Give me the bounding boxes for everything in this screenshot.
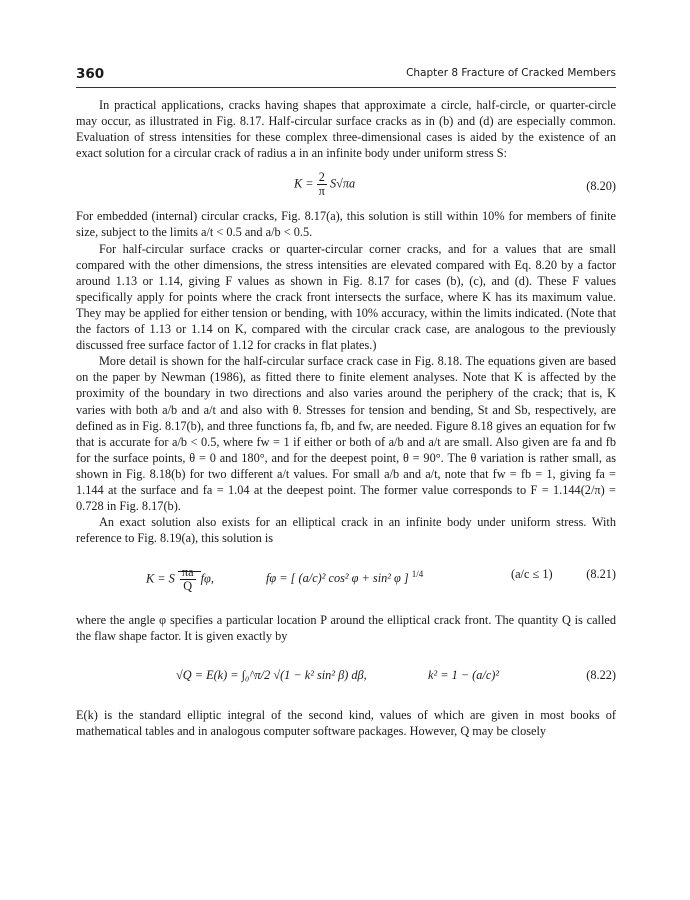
eq-8-22-k: k² = 1 − (a/c)² — [428, 667, 500, 682]
paragraph-2: For embedded (internal) circular cracks, Fig. 8.17(a), this solution is still within 10% for members of finite size, subject to the limits a/t < 0.5 and a/b < 0.5. — [76, 209, 616, 240]
eq-8-20-fraction — [317, 171, 327, 198]
paragraph-3: For half-circular surface cracks or quarter-circular corner cracks, and for a values that are small compared with the other dimensions, the stress intensities are elevated compared with Eq. 8.20 by a factor around 1.13 or 1.14, giving F values as shown in Fig. 8.17 for cases (b), (c), and (d). These F values specifically apply for points where the crack front intersects the surface, where K has its maximum value. They may be applied for either tension or bending, with 10% accuracy, within the limits indicated. (Note that the factors of 1.13 or 1.14 on K, compared with the circular crack case, are analogous to the previously discussed free surface factor of 1.12 for cracks in flat plates.) — [76, 241, 616, 353]
paragraph-5: An exact solution also exists for an elliptical crack in an infinite body under uniform stress. With reference to Fig. 8.19(a), this solution is — [76, 515, 616, 546]
page-number: 360 — [76, 66, 105, 82]
equation-8-21 — [76, 552, 616, 612]
page-header — [76, 66, 616, 84]
eq-8-21-mid: fφ, — [200, 571, 214, 586]
paragraph-6: where the angle φ specifies a particular location P around the elliptical crack front. The quantity Q is called the flaw shape factor. It is given exactly by — [76, 613, 616, 644]
eq-8-21-den: Q — [183, 579, 193, 594]
eq-8-21-exponent: 1/4 — [411, 569, 424, 580]
eq-8-21-condition: (a/c ≤ 1) — [511, 567, 553, 582]
eq-8-21-lhs: K = S — [146, 571, 175, 586]
eq-8-20-number: (8.20) — [586, 179, 616, 194]
eq-8-20-lhs: K = — [294, 176, 314, 191]
eq-8-21-fraction — [180, 566, 196, 593]
body-text — [76, 97, 616, 739]
eq-8-20-den: π — [318, 184, 325, 199]
eq-8-21-sqrt — [178, 565, 201, 594]
eq-8-22-number: (8.22) — [586, 667, 616, 682]
eq-8-21-number: (8.21) — [586, 567, 616, 582]
running-head: Chapter 8 Fracture of Cracked Members — [406, 67, 616, 79]
eq-8-20-num: 2 — [317, 171, 327, 185]
paragraph-4: More detail is shown for the half-circular surface crack case in Fig. 8.18. The equations given are based on the paper by Newman (1986), as fitted there to finite element analyses. Note that K is affected by the proximity of the boundary in two directions and also varies around the periphery of the crack; that is, K varies with both a/b and a/t and also with θ. Stresses for tension and bending, St and Sb, respectively, are defined as in Fig. 8.17(b), and three functions fa, fb, and fw, are needed. Figure 8.18 gives an equation for fw that is accurate for a/b < 0.5, where fw = 1 if either or both of a/b and a/t are small. Also given are fa and fb for the surface points, θ = 0 and 180°, and for the deepest point, θ = 90°. The θ variation is rather small, as shown in Fig. 8.18(b) for two different a/t values. For small a/b and a/t, note that fw = fb = 1, giving fa = 1.144 at the surface and fa = 1.04 at the deepest point. The former value corresponds to F = 1.144(2/π) = 0.728 in Fig. 8.17(b). — [76, 354, 616, 514]
eq-8-20-rhs: S√πa — [329, 176, 356, 191]
eq-8-22-integral: ∫₀^π/2 √(1 − k² sin² β) dβ, — [241, 667, 367, 682]
eq-8-22-lhs: √Q = E(k) = — [176, 667, 239, 682]
eq-8-21-f: fφ = — [266, 571, 288, 586]
paragraph-1: In practical applications, cracks having shapes that approximate a circle, half-circle, or quarter-circle may occur, as illustrated in Fig. 8.17. Half-circular surface cracks as in (b) and (d) are especially common. Evaluation of stress intensities for these complex three-dimensional cases is aided by the existence of an exact solution for a circular crack of radius a in an infinite body under uniform stress S: — [76, 98, 616, 161]
eq-8-21-num: πa — [181, 565, 194, 580]
paragraph-7: E(k) is the standard elliptic integral of the second kind, values of which are given in most books of mathematical tables and in analogous computer software packages. However, Q may be closely — [76, 707, 616, 738]
equation-8-20 — [76, 166, 616, 208]
header-rule — [76, 87, 616, 88]
eq-8-21-bracket: [ (a/c)² cos² φ + sin² φ ] — [290, 571, 409, 586]
equation-8-22 — [76, 649, 616, 707]
